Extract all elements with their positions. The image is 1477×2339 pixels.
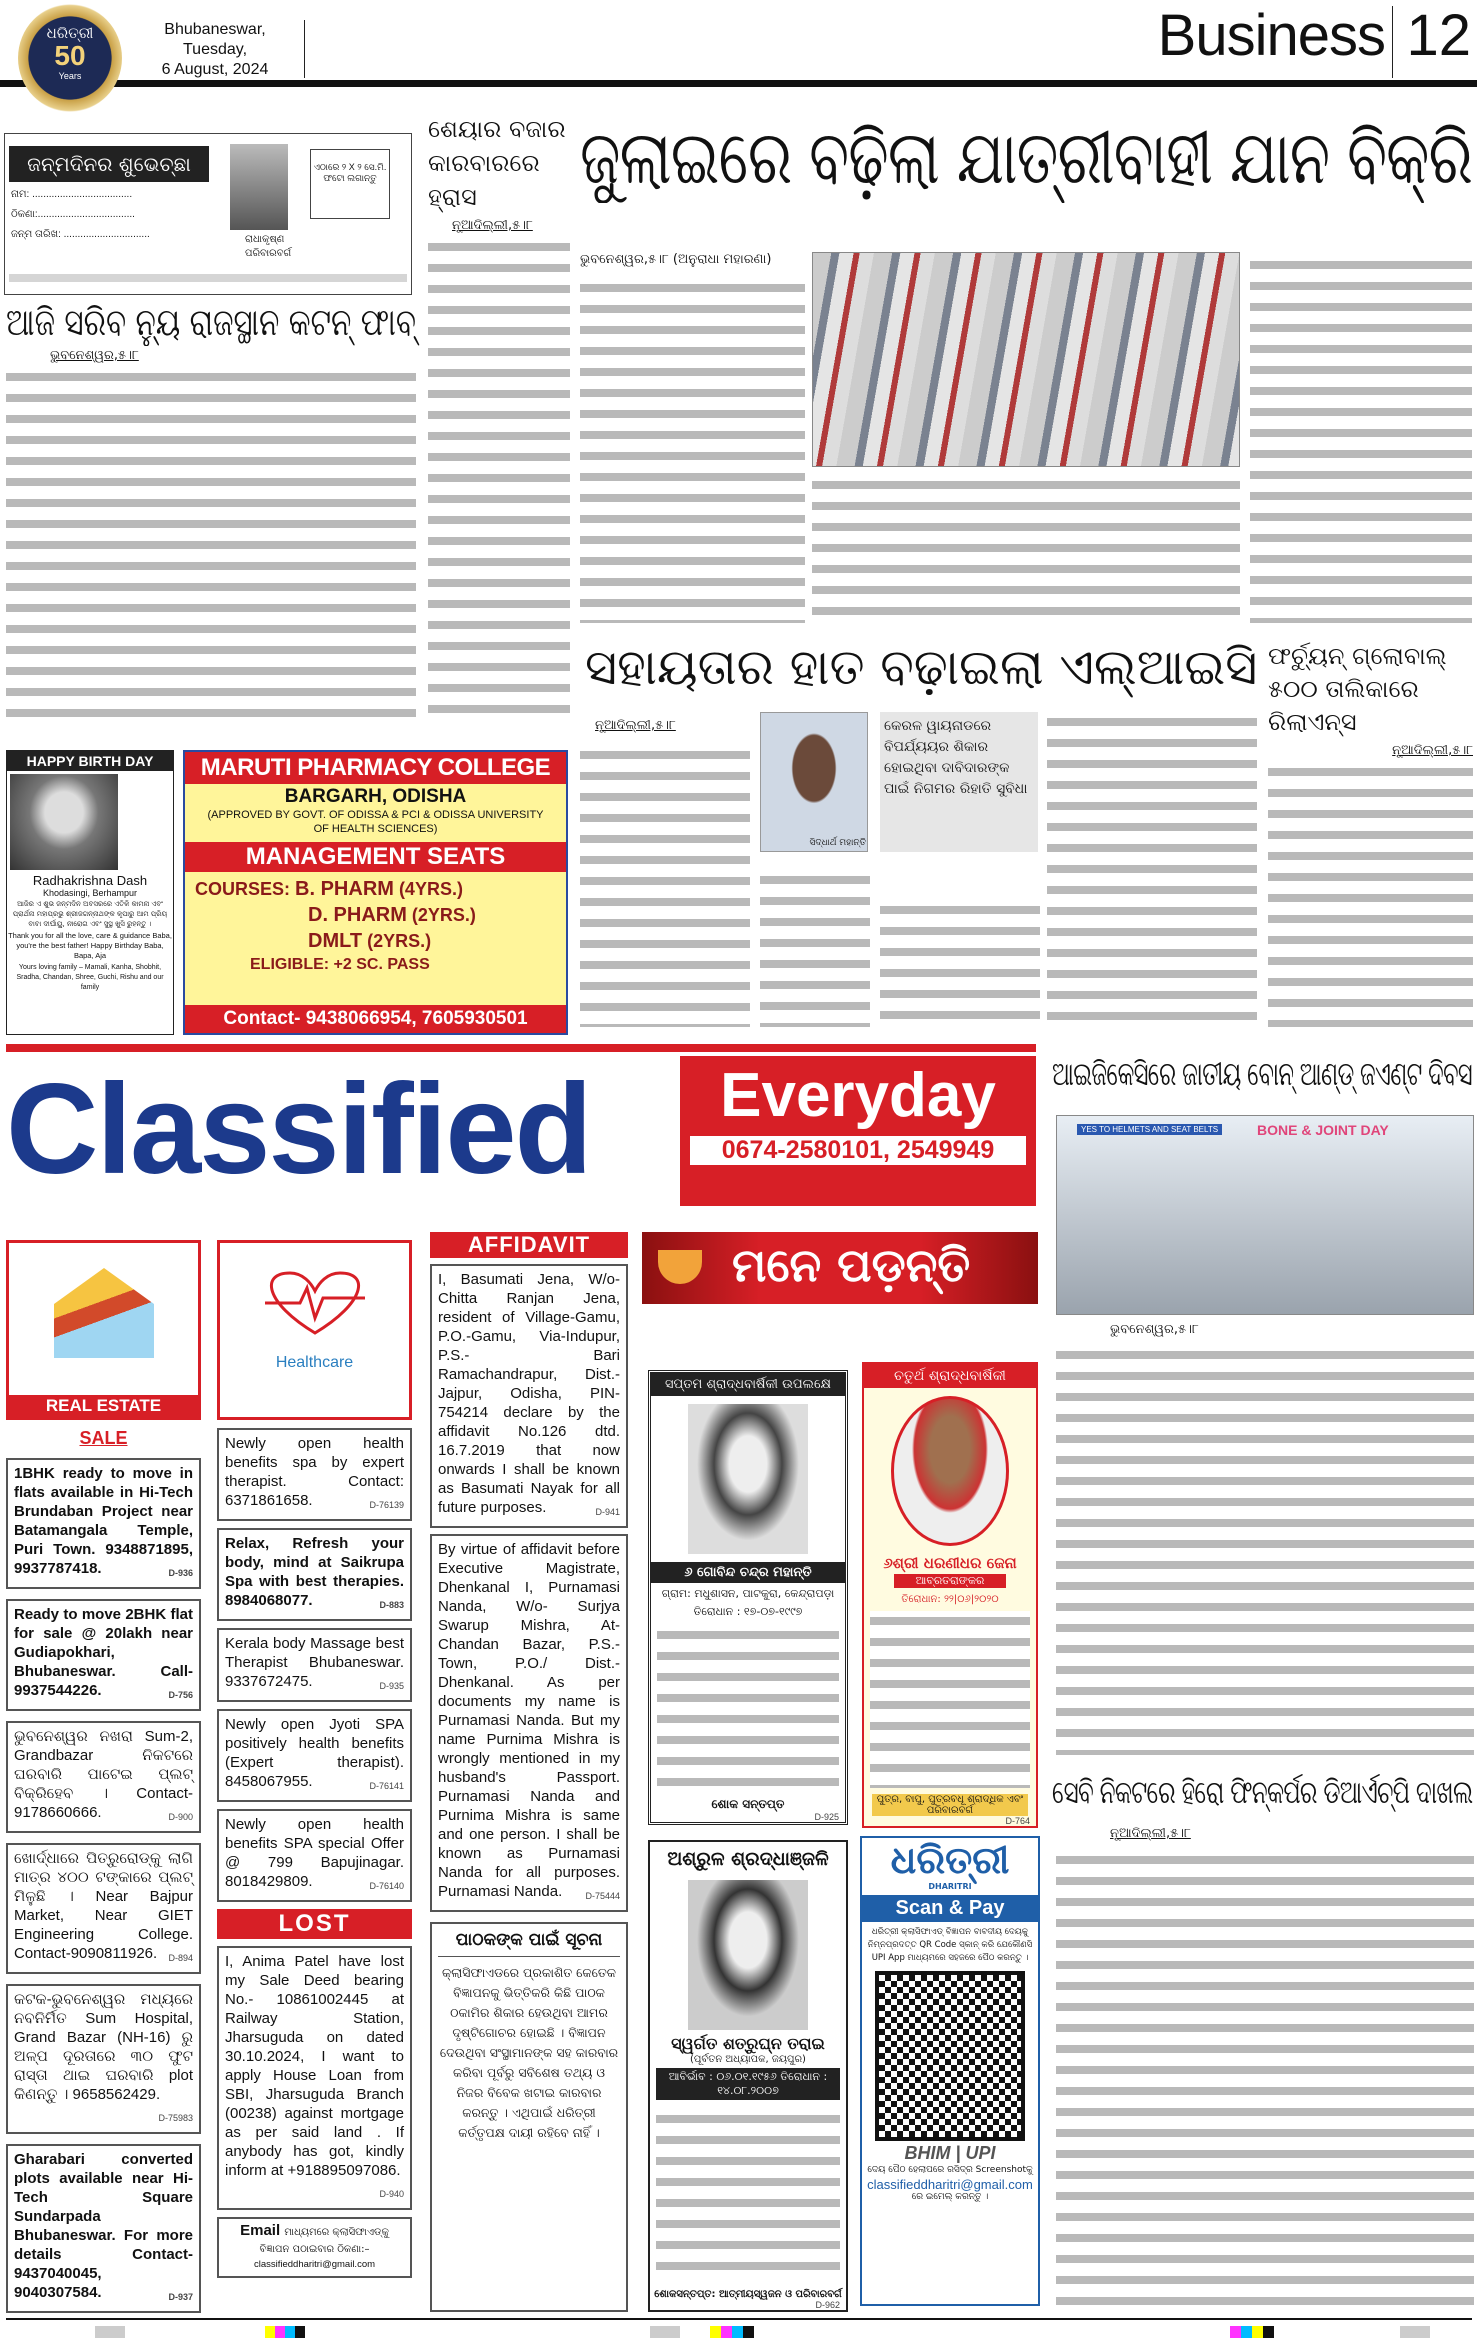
ad-text: Relax, Refresh your body, mind at Saikrupa Spa with best therapies. 8984068077. xyxy=(225,1535,404,1609)
seats-banner: MANAGEMENT SEATS xyxy=(185,842,566,872)
dharitri-logo-en: DHARITRI xyxy=(928,1882,972,1891)
ad-code: D-940 xyxy=(379,2189,404,2199)
birthday-place: Khodasingi, Berhampur xyxy=(42,888,138,898)
ad-code: D-76139 xyxy=(369,1500,404,1510)
reader-notice xyxy=(430,1922,628,2312)
ad-text: I, Basumati Jena, W/o- Chitta Ranjan Jena, resident of Village-Gamu, P.O.-Gamu, Via-Indupur, P.S.- Bari Ramachandrapur, Dist.- Jajpur, Odisha, PIN-754214 declare by the affidavit No.126 dtd. 16.7.2019 that now onwards I shall be known as Basumati Nayak for all future purposes. xyxy=(438,1271,620,1516)
obituary-date: ତିରୋଧାନ : ୧୭-୦୭-୧୯୯୭ xyxy=(693,1605,803,1618)
obituary-date: ଆବିର୍ଭାବ : ୦୬.୦୧.୧୯୫୬ ତିରୋଧାନ : ୧୪.୦୮.୨୦୦୭ xyxy=(656,2068,840,2100)
affidavit-label: AFFIDAVIT xyxy=(430,1232,628,1258)
sale-label: SALE xyxy=(79,1428,128,1448)
college-approval: (APPROVED BY GOVT. OF ODISSA & PCI & ODISSA UNIVERSITY OF HEALTH SCIENCES) xyxy=(207,809,544,835)
classified-ad xyxy=(6,1599,201,1711)
color-registration-marks xyxy=(0,2326,1477,2338)
notice-text: କ୍ଲାସିଫାଏଡରେ ପ୍ରକାଶିତ କେତେକ ବିଜ୍ଞାପନକୁ ଭିତ୍ତିକରି କିଛି ପାଠକ ଠକାମିର ଶିକାର ହେଉଥିବା ଆମର ଦୃଷ୍ଟିଗୋଚର ହୋଇଛି । ବିଜ୍ଞାପନ ଦେଉଥିବା ସଂସ୍ଥାମାନଙ୍କ ସହ କାରବାର କରିବା ପୂର୍ବରୁ ସବିଶେଷ ତଥ୍ୟ ଓ ନିଜର ବିବେକ ଖଟାଇ କାରବାର କରନ୍ତୁ । ଏଥିପାଇଁ ଧରିତ୍ରୀ କର୍ତ୍ତୃପକ୍ଷ ଦାୟୀ ରହିବେ ନାହିଁ । xyxy=(439,1965,619,2140)
share-headline: ଶେୟାର ବଜାର କାରବାରରେ ହ୍ରାସ xyxy=(428,115,566,211)
header-rule xyxy=(0,80,1477,87)
obituary-text xyxy=(657,1625,839,1791)
cotton-body xyxy=(6,367,416,724)
real-estate-header xyxy=(6,1240,201,1420)
obituary-date: ତିରୋଧାନ: ୨୨|୦୬|୨୦୨୦ xyxy=(901,1594,999,1605)
dateline-header xyxy=(140,20,290,80)
lic-body-2b xyxy=(880,900,1040,1027)
obituary-text xyxy=(870,1611,1030,1788)
bhim-text: BHIM xyxy=(904,2143,951,2163)
person-name: ରାଧାକୃଷ୍ଣ xyxy=(245,234,285,245)
everyday-label: Everyday xyxy=(720,1061,996,1130)
course-duration: (4YRS.) xyxy=(398,879,463,899)
upi-text: UPI xyxy=(965,2143,996,2163)
share-body xyxy=(428,237,570,724)
ad-code: D-75983 xyxy=(158,2113,193,2123)
real-estate-label: REAL ESTATE xyxy=(9,1395,198,1417)
logo-text: ଧରିତ୍ରୀ xyxy=(46,24,94,42)
masthead-logo xyxy=(18,4,122,112)
affidavit-column xyxy=(430,1232,628,2312)
main-body-left xyxy=(580,278,805,623)
logo-sub: Years xyxy=(58,71,82,81)
lic-body-2 xyxy=(760,870,870,1027)
form-title: ଜନ୍ମଦିନର ଶୁଭେଚ୍ଛା xyxy=(9,146,209,182)
lic-body-3 xyxy=(1047,712,1257,1027)
portrait-photo xyxy=(10,774,118,870)
photo-note: ଏଠାରେ ୨ X ୨ ସେ.ମି. ଫଟୋ ଲଗାନ୍ତୁ xyxy=(310,149,390,219)
birthday-message: Thank you for all the love, care & guidance Baba, you're the best father! Happy Birthday Baba, Bapa, Aja xyxy=(8,931,172,960)
ad-code: D-935 xyxy=(379,1681,404,1691)
obituary-1 xyxy=(648,1370,848,1825)
classified-ad xyxy=(430,1264,628,1528)
ad-text: I, Anima Patel have lost my Sale Deed bearing No.- 10861002445 at Railway Station, Jharsuguda on dated 30.10.2024, I want to apply House Loan from SBI, Jharsuguda Branch (00238) against mortgage as per said land . If anybody has got, kindly inform at +918895097086. xyxy=(225,1953,404,2179)
course-duration: (2YRS.) xyxy=(367,931,432,951)
course-name: D. PHARM xyxy=(308,904,407,926)
ad-text: Newly open Jyoti SPA positively health benefits (Expert therapist). 8458067955. xyxy=(225,1716,404,1790)
classified-ad xyxy=(6,1843,201,1974)
diya-icon xyxy=(658,1250,702,1284)
form-instructions xyxy=(9,268,407,290)
main-body-bottom xyxy=(812,475,1240,623)
ad-text: By virtue of affidavit before Executive Magistrate, Dhenkanal I, Purnamasi Nanda, W/o- Surjya Swarup Mishra, At-Chandan Bazar, P.S.-Town, P.O./ Dist.-Dhenkanal. As per documents my name is Purnamasi Nanda. But my name Purnima Mishra is wrongly mentioned in my husband's Passport. Purnamasi Nanda and Purnima Mishra is same and one person. I shall be known as Purnamasi Nanda for all purposes. Purnamasi Nanda. xyxy=(438,1541,620,1900)
ad-text: Gharabari converted plots available near Hi-Tech Square Sundarpada Bhubaneswar. For more details Contact- 9437040045, 9040307584. xyxy=(14,2151,193,2301)
bottom-rule xyxy=(6,2318,1472,2320)
ad-text: Ready to move 2BHK flat for sale @ 20lakh near Gudiapokhari, Bhubaneswar. Call-9937544226. xyxy=(14,1606,193,1699)
lic-headline: ସହାୟତାର ହାତ ବଢ଼ାଇଲା ଏଲ୍ଆଇସି xyxy=(585,638,1258,696)
ad-text: Kerala body Massage best Therapist Bhubaneswar. 9337672475. xyxy=(225,1635,404,1690)
ad-code: D-756 xyxy=(168,1690,193,1700)
happy-birthday-ad xyxy=(6,750,174,1035)
classified-ad xyxy=(217,1528,412,1621)
mane-padanti-title: ମନେ ପଡ଼ନ୍ତି xyxy=(732,1238,971,1292)
heartbeat-icon xyxy=(245,1263,385,1343)
course-name: B. PHARM xyxy=(295,878,394,900)
courses-list xyxy=(185,876,566,976)
ad-code: D-76140 xyxy=(369,1881,404,1891)
obituary-name: ୬ ଗୋବିନ୍ଦ ଚନ୍ଦ୍ର ମହାନ୍ତି xyxy=(651,1562,845,1583)
ad-code: D-883 xyxy=(379,1600,404,1610)
obituary-2 xyxy=(862,1362,1038,1828)
notice-title: ପାଠକଙ୍କ ପାଇଁ ସୂଚନା xyxy=(438,1930,620,1957)
obituary-name: ସ୍ୱର୍ଗତ ଶତ୍ରୁଘ୍ନ ତରାଇ xyxy=(671,2034,825,2053)
real-estate-ads xyxy=(6,1458,201,2323)
photo-caption: ସିଦ୍ଧାର୍ଥ ମହାନ୍ତି xyxy=(809,838,866,848)
ad-text: Newly open health benefits SPA special Offer @ 799 Bapujinagar. 8018429809. xyxy=(225,1816,404,1890)
classified-rule xyxy=(6,1044,1036,1052)
divider xyxy=(1392,6,1393,78)
scan-pay-text: ଧରିତ୍ରୀ କ୍ଲାସିଫାଏଡ୍ ବିଜ୍ଞାପନ ବାବଦୀୟ ଦେୟକୁ ନିମ୍ନପ୍ରଦତ୍ତ QR Code ସ୍କାନ୍ କରି ଯେକୌଣସି UPI App ମାଧ୍ୟମରେ ସହଜରେ ପୈଠ କରନ୍ତୁ । xyxy=(867,1927,1033,1963)
college-place: BARGARH, ODISHA xyxy=(284,786,467,807)
bhim-upi-logo: BHIM | UPI xyxy=(904,2143,996,2163)
classified-phone: 0674-2580101, 2549949 xyxy=(690,1136,1026,1165)
address-field: ଠିକଣା:................................... xyxy=(11,209,135,220)
fortune-headline: ଫର୍ଚ୍ୟୁନ୍ ଗ୍ଲୋବାଲ୍ ୫୦୦ ତାଲିକାରେ ରିଲାଏନ୍ସ xyxy=(1268,642,1447,736)
name-field: ନାମ: .................................... xyxy=(11,189,133,200)
person-sub: ପରିବାରବର୍ଗ xyxy=(245,248,292,259)
lic-body-1 xyxy=(580,745,750,1027)
qr-code[interactable] xyxy=(875,1971,1025,2141)
scan-pay-tail: ରେ ଇମେଲ୍ କରନ୍ତୁ । xyxy=(911,2192,989,2202)
aigkc-body xyxy=(1056,1345,1474,1755)
share-dateline: ନୂଆଦିଲ୍ଲୀ,୫।୮ xyxy=(452,218,533,233)
birthday-family: Yours loving family – Mamali, Kanha, Shobhit, Sradha, Chandan, Shree, Guchi, Rishu and our family xyxy=(16,964,164,991)
scan-pay-email[interactable]: classifieddharitri@gmail.com xyxy=(867,2177,1033,2192)
ad-code: D-76141 xyxy=(369,1781,404,1791)
classified-ad xyxy=(217,1428,412,1521)
header-day: Bhubaneswar, Tuesday, xyxy=(164,21,266,58)
ad-title: HAPPY BIRTH DAY xyxy=(7,751,173,771)
main-headline: ଜୁଲାଇରେ ବଢ଼ିଲା ଯାତ୍ରୀବାହୀ ଯାନ ବିକ୍ରି xyxy=(580,115,1473,201)
birthday-odia-msg: ଆଜିର ଏ ଶୁଭ ଜନ୍ମଦିନ ଅବସରରେ ଏତିକି କାମନା ଏବଂ ପ୍ରାର୍ଥନା ମହାପ୍ରଭୁ ଶ୍ରୀଜଗନ୍ନାଥଙ୍କ କୃପାରୁ ଆମ ପ୍ରିୟ ବାବା ଦୀର୍ଘାୟୁ, ନୀରୋଗ ଏବଂ ସୁସ୍ଥ ଖୁସି ରୁହନ୍ତୁ । xyxy=(12,900,168,928)
courses-label: COURSES: xyxy=(195,879,291,899)
email-lead: Email xyxy=(240,2222,281,2239)
house-icon xyxy=(54,1268,154,1358)
everyday-box xyxy=(680,1056,1036,1206)
obituary-text xyxy=(656,2109,840,2283)
scan-pay-title: Scan & Pay xyxy=(862,1895,1038,1922)
obituary-code: D-764 xyxy=(1005,1816,1030,1826)
ad-code: D-937 xyxy=(168,2292,193,2302)
classified-ad xyxy=(217,1946,412,2210)
fortune-article xyxy=(1268,640,1473,1027)
classified-ad xyxy=(6,1984,201,2134)
ad-text: 1BHK ready to move in flats available in Hi-Tech Brundaban Project near Batamangala Temple, Puri Town. 9348871895, 9937787418. xyxy=(14,1465,193,1577)
classified-ad xyxy=(217,1709,412,1802)
ad-text: ଭୁବନେଶ୍ୱର ନଖରା Sum-2, Grandbazar ନିକଟରେ ଘରବାରି ପାଟେଇ ପ୍ଲଟ୍ ବିକ୍ରିହେବ । Contact-9178660666. xyxy=(14,1728,193,1821)
obituary-place: ଗ୍ରାମ: ମଧୁଶାସନ, ପାଟକୁରା, କେନ୍ଦ୍ରାପଡ଼ା xyxy=(661,1587,835,1600)
header-date: 6 August, 2024 xyxy=(161,61,269,78)
main-dateline: ଭୁବନେଶ୍ୱର,୫।୮ (ଅନୁରାଧା ମହାରଣା) xyxy=(580,252,772,267)
ad-text: ଖୋର୍ଦ୍ଧାରେ ପିତ୍ରୁରୋଡ୍କୁ ଲାଗି ମାତ୍ର ୪୦୦ ଟଙ୍କାରେ ପ୍ଲଟ୍ ମିଳୁଛି । Near Bajpur Market, Near GIET Engineering College. Contact-9090811926. xyxy=(14,1850,193,1962)
classified-ad xyxy=(6,1458,201,1589)
obituary-photo xyxy=(688,1404,808,1554)
hero-headline: ସେବି ନିକଟରେ ହିରୋ ଫିନ୍କର୍ପର ଡିଆର୍ଏଚ୍ପି ଦାଖଲ xyxy=(1052,1773,1473,1811)
obituary-title: ସପ୍ତମ ଶ୍ରାଦ୍ଧବାର୍ଷିକୀ ଉପଲକ୍ଷେ xyxy=(651,1373,845,1396)
hero-body xyxy=(1056,1850,1474,2312)
pharmacy-college-ad xyxy=(183,750,568,1035)
page-number: 12 xyxy=(1406,3,1471,68)
healthcare-ads xyxy=(217,1428,412,2278)
obituary-code: D-962 xyxy=(815,2300,840,2310)
ad-code: D-894 xyxy=(168,1953,193,1963)
healthcare-label: Healthcare xyxy=(275,1354,354,1371)
cotton-headline: ଆଜି ସରିବ ନ୍ୟୁ ରାଜସ୍ଥାନ କଟନ୍ ଫାବ୍ xyxy=(6,300,416,344)
college-contact: Contact- 9438066954, 7605930501 xyxy=(185,1005,566,1033)
course-duration: (2YRS.) xyxy=(411,905,476,925)
obituary-title: ଅଶ୍ରୁଳ ଶ୍ରଦ୍ଧାଞ୍ଜଳି xyxy=(667,1848,829,1870)
obituary-place: (ପୂର୍ବତନ ଅଧ୍ୟାପକ, ଜୟପୁର) xyxy=(690,2054,806,2065)
mane-padanti-banner xyxy=(642,1232,1038,1304)
ad-text: କଟକ-ଭୁବନେଶ୍ୱର ମଧ୍ୟରେ ନବନିର୍ମିତ Sum Hospital, Grand Bazar (NH-16) ରୁ ଅଳ୍ପ ଦୂରତାରେ ୩୦ ଫୁଟ ରାସ୍ତା ଥାଇ ଘରବାରି plot କିଣନ୍ତୁ । 9658562429. xyxy=(14,1991,193,2103)
birthday-name: Radhakrishna Dash xyxy=(32,873,148,888)
email-odia: ମାଧ୍ୟମରେ କ୍ଲାସିଫାଏଡ୍କୁ ବିଜ୍ଞାପନ ପଠାଇବାର ଠିକଣା:– xyxy=(259,2227,389,2255)
obituary-footer: ପୁତ୍ର, ବାପୁ, ପୁତ୍ରବଧୂ ଶ୍ରାଦ୍ଧିକ ଏବଂ ପରିବାରବର୍ଗ xyxy=(872,1794,1028,1816)
cotton-article xyxy=(6,302,416,724)
affidavit-ads xyxy=(430,1264,628,1918)
hero-dateline: ନୂଆଦିଲ୍ଲୀ,୫।୮ xyxy=(1110,1826,1191,1841)
scan-pay-after: ଦେୟ ପୈଠ ହେଲାପରେ ରସିଦ୍ର Screenshotକୁ xyxy=(867,2165,1033,2175)
photo-tag: YES TO HELMETS AND SEAT BELTS xyxy=(1077,1124,1222,1135)
obituary-3 xyxy=(648,1840,848,2312)
cotton-dateline: ଭୁବନେଶ୍ୱର,୫।୮ xyxy=(50,347,139,363)
classified-ad xyxy=(6,1721,201,1833)
obituary-name: ୬ଶ୍ରୀ ଧରଣୀଧର ଜେନା xyxy=(883,1554,1017,1572)
fortune-dateline: ନୂଆଦିଲ୍ଲୀ,୫।୮ xyxy=(1392,743,1473,758)
college-name: MARUTI PHARMACY COLLEGE xyxy=(185,752,566,784)
lic-pull-quote: କେରଳ ୱାୟନାଡରେ ବିପର୍ଯ୍ୟୟର ଶିକାର ହୋଇଥିବା ଦାବିଦାରଙ୍କ ପାଇଁ ନିଗମର ରିହାତି ସୁବିଧା xyxy=(880,712,1038,852)
lic-chief-photo xyxy=(760,712,868,852)
birthday-form-ad xyxy=(4,133,412,295)
form-photo xyxy=(230,144,288,230)
classified-title: Classified xyxy=(6,1058,591,1201)
course-name: DMLT xyxy=(308,930,363,952)
main-body-right xyxy=(1250,255,1472,623)
lost-label: LOST xyxy=(217,1909,412,1939)
fortune-body xyxy=(1268,762,1473,1027)
classified-ad xyxy=(217,1628,412,1702)
aigkc-headline: ଆଇଜିକେସିରେ ଜାତୀୟ ବୋନ୍ ଆଣ୍ଡ୍ ଜଏଣ୍ଟ ଦିବସ xyxy=(1052,1054,1472,1093)
obituary-footer: ଶୋକସନ୍ତପ୍ତ: ଆତ୍ମୀୟସ୍ୱଜନ ଓ ପରିବାରବର୍ଗ xyxy=(654,2289,842,2300)
obituary-photo xyxy=(891,1396,1009,1546)
email-address[interactable]: classifieddharitri@gmail.com xyxy=(253,2259,376,2270)
obituary-title: ଚତୁର୍ଥ ଶ୍ରାଦ୍ଧବାର୍ଷିକୀ xyxy=(864,1364,1036,1388)
share-article xyxy=(428,112,570,724)
obituary-footer: ଶୋକ ସନ୍ତପ୍ତ xyxy=(711,1797,785,1811)
healthcare-header xyxy=(217,1240,412,1420)
obituary-code: D-925 xyxy=(814,1812,839,1822)
bone-joint-photo xyxy=(1056,1115,1474,1315)
scan-pay-ad xyxy=(860,1836,1040,2306)
aigkc-dateline: ଭୁବନେଶ୍ୱର,୫।୮ xyxy=(1110,1322,1199,1337)
lic-dateline: ନୂଆଦିଲ୍ଲୀ,୫।୮ xyxy=(595,718,676,733)
classified-ad xyxy=(217,1809,412,1902)
email-box xyxy=(217,2217,412,2278)
ad-code: D-936 xyxy=(168,1568,193,1578)
classified-ad xyxy=(6,2144,201,2313)
dob-field: ଜନ୍ମ ତାରିଖ: ............................... xyxy=(11,229,150,240)
dharitri-logo: ଧରିତ୍ରୀ xyxy=(890,1838,1010,1882)
logo-years: 50 xyxy=(54,40,86,71)
divider xyxy=(304,20,305,78)
ad-code: D-75444 xyxy=(585,1891,620,1901)
eligibility: ELIGIBLE: +2 SC. PASS xyxy=(250,956,430,973)
ad-code: D-941 xyxy=(595,1507,620,1517)
classified-ad xyxy=(430,1534,628,1912)
ad-code: D-900 xyxy=(168,1812,193,1822)
section-title: Business xyxy=(1157,3,1385,68)
ad-text: Newly open health benefits spa by expert therapist. Contact: 6371861658. xyxy=(225,1435,404,1509)
cars-photo xyxy=(812,252,1240,467)
obituary-photo xyxy=(688,1880,808,2030)
photo-banner: BONE & JOINT DAY xyxy=(1257,1122,1389,1138)
obituary-place: ଆବ୍ରତରାଙ୍କର xyxy=(894,1574,1006,1588)
